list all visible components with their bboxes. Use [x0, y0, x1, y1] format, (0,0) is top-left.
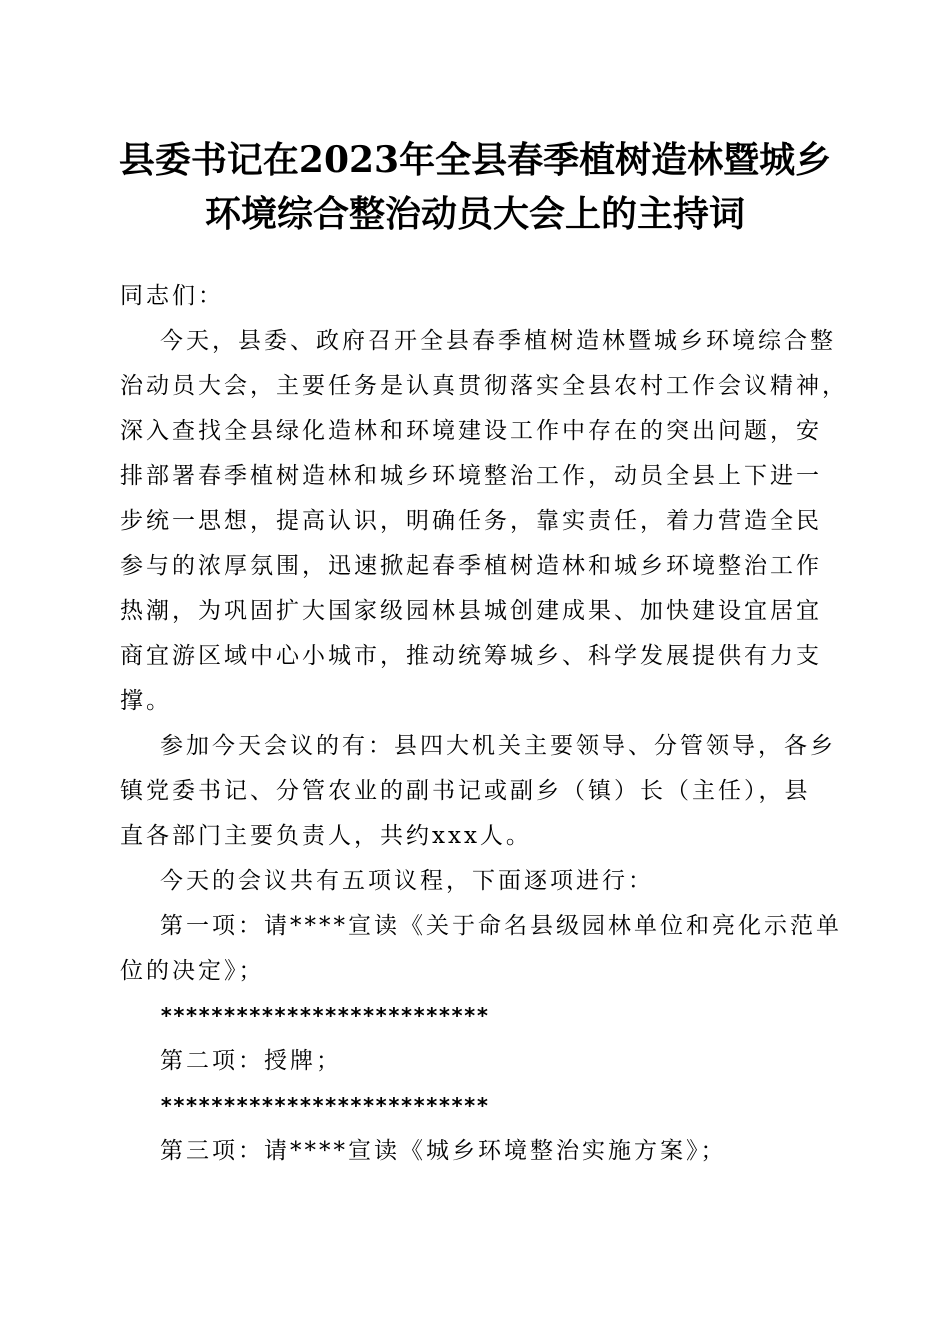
paragraph-1-line: 今天，县委、政府召开全县春季植树造林暨城乡环境综合整: [160, 328, 836, 354]
paragraph-1-line: 排部署春季植树造林和城乡环境整治工作，动员全县上下进一: [120, 463, 822, 489]
agenda-item-1-line: 第一项：请****宣读《关于命名县级园林单位和亮化示范单: [160, 913, 842, 939]
paragraph-1-line: 治动员大会，主要任务是认真贯彻落实全县农村工作会议精神，: [120, 373, 848, 399]
document-body: [120, 274, 848, 1174]
title-line-1: 县委书记在2023年全县春季植树造林暨城乡: [118, 139, 832, 181]
salutation: 同志们：: [120, 283, 224, 309]
paragraph-1-line: 撑。: [120, 688, 172, 714]
paragraph-3: 今天的会议共有五项议程，下面逐项进行：: [160, 868, 654, 894]
paragraph-2-line: 参加今天会议的有：县四大机关主要领导、分管领导，各乡: [160, 733, 836, 759]
paragraph-1-line: 步统一思想，提高认识，明确任务，靠实责任，着力营造全民: [120, 508, 822, 534]
document-title: [0, 133, 950, 241]
paragraph-1-line: 参与的浓厚氛围，迅速掀起春季植树造林和城乡环境整治工作: [120, 553, 822, 579]
separator-1: **************************: [160, 1004, 489, 1028]
agenda-item-3: 第三项：请****宣读《城乡环境整治实施方案》；: [160, 1138, 727, 1164]
paragraph-1-line: 热潮，为巩固扩大国家级园林县城创建成果、加快建设宜居宜: [120, 598, 822, 624]
paragraph-2-line: 镇党委书记、分管农业的副书记或副乡（镇）长（主任），县: [120, 778, 811, 804]
agenda-item-2: 第二项：授牌；: [160, 1048, 342, 1074]
paragraph-1-line: 深入查找全县绿化造林和环境建设工作中存在的突出问题，安: [120, 418, 822, 444]
title-line-2: 环境综合整治动员大会上的主持词: [204, 193, 745, 235]
separator-2: **************************: [160, 1094, 489, 1118]
paragraph-1-line: 商宜游区域中心小城市，推动统筹城乡、科学发展提供有力支: [120, 643, 822, 669]
paragraph-2-line: 直各部门主要负责人，共约xxx人。: [120, 823, 532, 849]
agenda-item-1-line: 位的决定》；: [120, 958, 265, 984]
